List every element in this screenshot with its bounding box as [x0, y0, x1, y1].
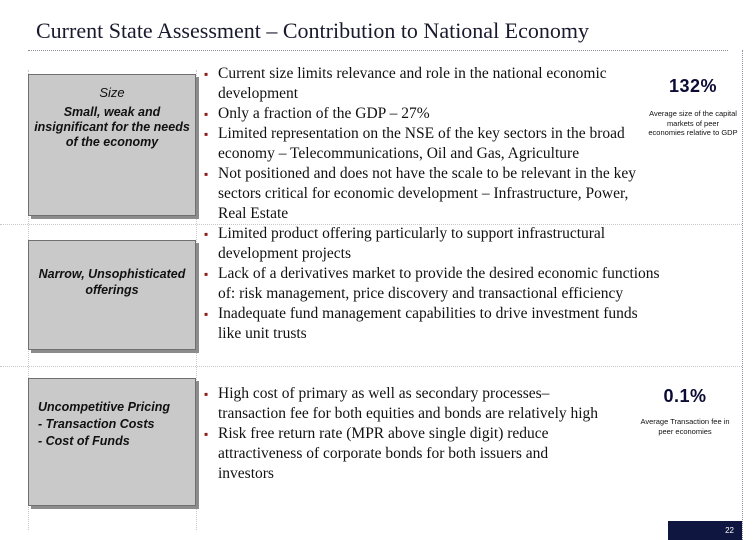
bullet-item: ▪ Only a fraction of the GDP – 27% — [202, 104, 662, 124]
bullet-item: ▪ High cost of primary as well as secondary processes– transaction fee for both equities and bonds are relatively high — [202, 384, 607, 424]
metric-caption: Average size of the capital markets of peer economies relative to GDP — [648, 109, 738, 137]
capital-market-size-metric — [648, 76, 738, 138]
size-box — [28, 74, 196, 216]
offerings-box — [28, 240, 196, 350]
size-box-heading: Size — [99, 85, 125, 100]
metric-value: 132% — [668, 76, 718, 96]
metric-caption: Average Transaction fee in peer economies — [640, 417, 730, 436]
box-guide-rule — [196, 70, 197, 530]
bullet-item: ▪ Not positioned and does not have the scale to be relevant in the key sectors critical for economic development – Infrastructure, Power, Real Estate — [202, 164, 638, 224]
pricing-box-item: - Transaction Costs — [38, 417, 155, 431]
bullet-item: ▪ Lack of a derivatives market to provide the desired economic functions of: risk management, price discovery and transactional efficiency — [202, 264, 662, 304]
bullet-item: ▪ Current size limits relevance and role in the national economic development — [202, 64, 663, 104]
offerings-box-body: Narrow, Unsophisticated offerings — [38, 267, 186, 297]
page-number-badge: 22 — [668, 521, 742, 540]
transaction-fee-metric — [640, 386, 730, 436]
bullet-item: ▪ Inadequate fund management capabilities to drive investment funds like unit trusts — [202, 304, 662, 344]
pricing-bullet-list — [202, 384, 607, 484]
metric-value: 0.1% — [663, 386, 707, 406]
pricing-box — [28, 378, 196, 506]
size-box-body: Small, weak and insignificant for the needs of the economy — [34, 105, 190, 149]
section-divider-2 — [0, 366, 742, 367]
right-border-rule — [742, 50, 743, 540]
pricing-box-item: - Cost of Funds — [38, 434, 130, 448]
bullet-item: ▪ Limited product offering particularly to support infrastructural development projects — [202, 224, 662, 264]
bullet-item: ▪ Limited representation on the NSE of the key sectors in the broad economy – Telecommunications, Oil and Gas, Agriculture — [202, 124, 628, 164]
slide-title: Current State Assessment – Contribution to National Economy — [36, 18, 589, 43]
bullet-item: ▪ Risk free return rate (MPR above single digit) reduce attractiveness of corporate bonds for both issuers and investors — [202, 424, 607, 484]
title-divider — [28, 50, 728, 51]
pricing-box-heading: Uncompetitive Pricing — [38, 400, 170, 414]
assessment-bullet-list — [202, 64, 662, 344]
